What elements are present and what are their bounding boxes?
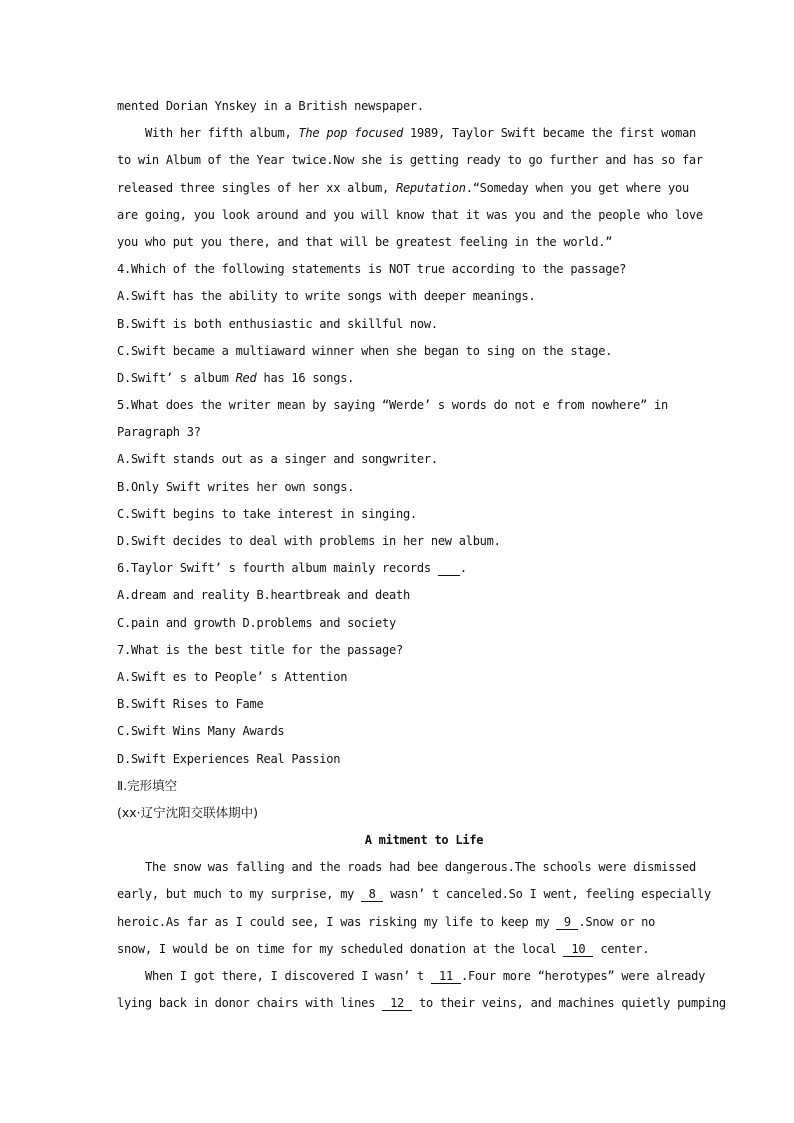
question-4	[117, 259, 731, 395]
blank-11: 11	[431, 969, 461, 984]
blank-10: 10	[563, 942, 593, 957]
option-d: D.Swift decides to deal with problems in her new album.	[117, 534, 501, 548]
cloze-paragraph-2: When I got there, I discovered I wasn’ t 11 .Four more “herotypes” were already lying back in donor chairs with lines 12 to their veins, and machines quietly pumping	[117, 969, 726, 1011]
italic-phrase: The pop focused	[298, 126, 404, 141]
document-page	[117, 96, 731, 1020]
blank-12: 12	[382, 996, 412, 1011]
option-d: D.Swift’ s album Red has 16 songs.	[117, 370, 355, 385]
option-d: D.Swift Experiences Real Passion	[117, 751, 341, 766]
blank-8: 8	[361, 887, 383, 902]
passage-title: A mitment to Life	[364, 833, 484, 848]
option-a: A.Swift es to People’ s Attention	[117, 669, 348, 684]
option-b: B.Only Swift writes her own songs.	[117, 479, 355, 494]
cloze-paragraph-1: The snow was falling and the roads had bee dangerous.The schools were dismissed early, but much to my surprise, my 8 wasn’ t canceled.So I went, feeling especially heroic.As far as I could see, I was risking my life to keep my 9 .Snow or no snow, I would be on time for my scheduled donation at the local 10 center.	[117, 860, 711, 956]
options-cd: C.pain and growth D.problems and society	[117, 615, 396, 630]
question-stem-cont: Paragraph 3?	[117, 425, 201, 440]
question-5	[117, 395, 731, 558]
section-source: (xx·辽宁沈阳交联体期中)	[117, 804, 259, 820]
section-heading: Ⅱ.完形填空	[117, 777, 178, 793]
options-ab: A.dream and reality B.heartbreak and death	[117, 588, 410, 603]
question-stem: 4.Which of the following statements is NOT true according to the passage?	[117, 262, 627, 277]
option-c: C.Swift became a multiaward winner when she began to sing on the stage.	[117, 343, 613, 358]
blank-9: 9	[556, 915, 578, 930]
option-c: C.Swift Wins Many Awards	[117, 724, 285, 739]
question-6	[117, 558, 731, 640]
answer-blank	[438, 561, 460, 576]
option-c: C.Swift begins to take interest in singing.	[117, 506, 417, 521]
question-7	[117, 640, 731, 776]
paragraph-end-line: mented Dorian Ynskey in a British newspaper.	[117, 99, 424, 113]
question-stem: 7.What is the best title for the passage?	[117, 642, 403, 657]
option-a: A.Swift has the ability to write songs with deeper meanings.	[117, 289, 536, 304]
paragraph-fifth-album: With her fifth album, The pop focused 1989, Taylor Swift became the first woman to win Album of the Year twice.Now she is getting ready to go further and has so far released three singles of her xx album, Reputation.“Someday when you get where you are going, you look around and you will know that it was you and the people who love you who put you there, and that will be greatest feeling in the world.”	[117, 126, 703, 249]
album-title-reputation: Reputation	[395, 180, 466, 195]
option-b: B.Swift is both enthusiastic and skillful now.	[117, 316, 438, 331]
question-stem: 5.What does the writer mean by saying “Werde’ s words do not e from nowhere” in	[117, 398, 668, 413]
option-a: A.Swift stands out as a singer and songwriter.	[117, 452, 438, 467]
question-stem: 6.Taylor Swift’ s fourth album mainly records .	[117, 561, 467, 576]
option-b: B.Swift Rises to Fame	[117, 697, 264, 712]
